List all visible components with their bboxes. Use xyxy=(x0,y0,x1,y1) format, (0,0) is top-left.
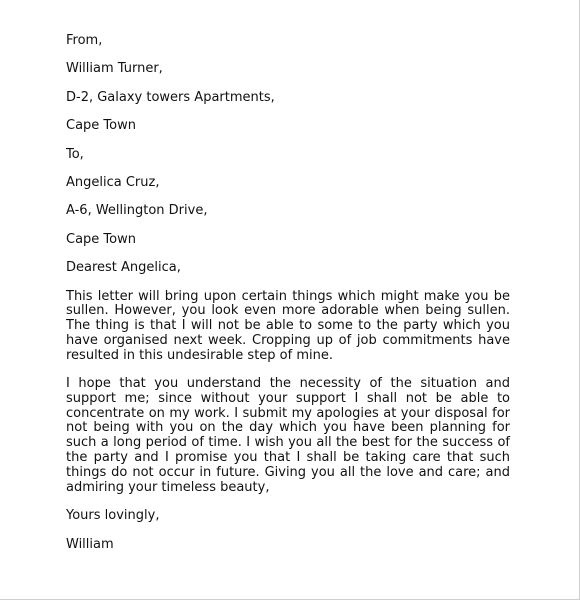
sender-name: William Turner, xyxy=(66,61,163,77)
sender-city: Cape Town xyxy=(66,118,136,134)
body-paragraph-1: This letter will bring upon certain things which might make you be sullen. However, you look even more adorable when being sullen. The thing is that I will not be able to some to the party which you have organised next week. Cropping up of job commitments have resulted in this undesirable step of mine. xyxy=(66,288,510,363)
recipient-name: Angelica Cruz, xyxy=(66,174,160,190)
closing: Yours lovingly, xyxy=(66,508,160,524)
salutation: Dearest Angelica, xyxy=(66,260,181,276)
body-paragraph-2: I hope that you understand the necessity of the situation and support me; since without your support I shall not be able to concentrate on my work. I submit my apologies at your disposal for not being with you on the day which you have been planning for such a long period of time. I wish you all the best for the success of the party and I promise you that I shall be taking care that such things do not occur in future. Giving you all the love and care; and admiring your timeless beauty, xyxy=(66,376,510,495)
letter-body xyxy=(66,34,510,566)
sender-address: D-2, Galaxy towers Apartments, xyxy=(66,89,275,105)
signature: William xyxy=(66,536,114,552)
recipient-address: A-6, Wellington Drive, xyxy=(66,203,208,219)
to-label: To, xyxy=(66,146,84,162)
from-label: From, xyxy=(66,33,103,48)
recipient-city: Cape Town xyxy=(66,231,136,247)
